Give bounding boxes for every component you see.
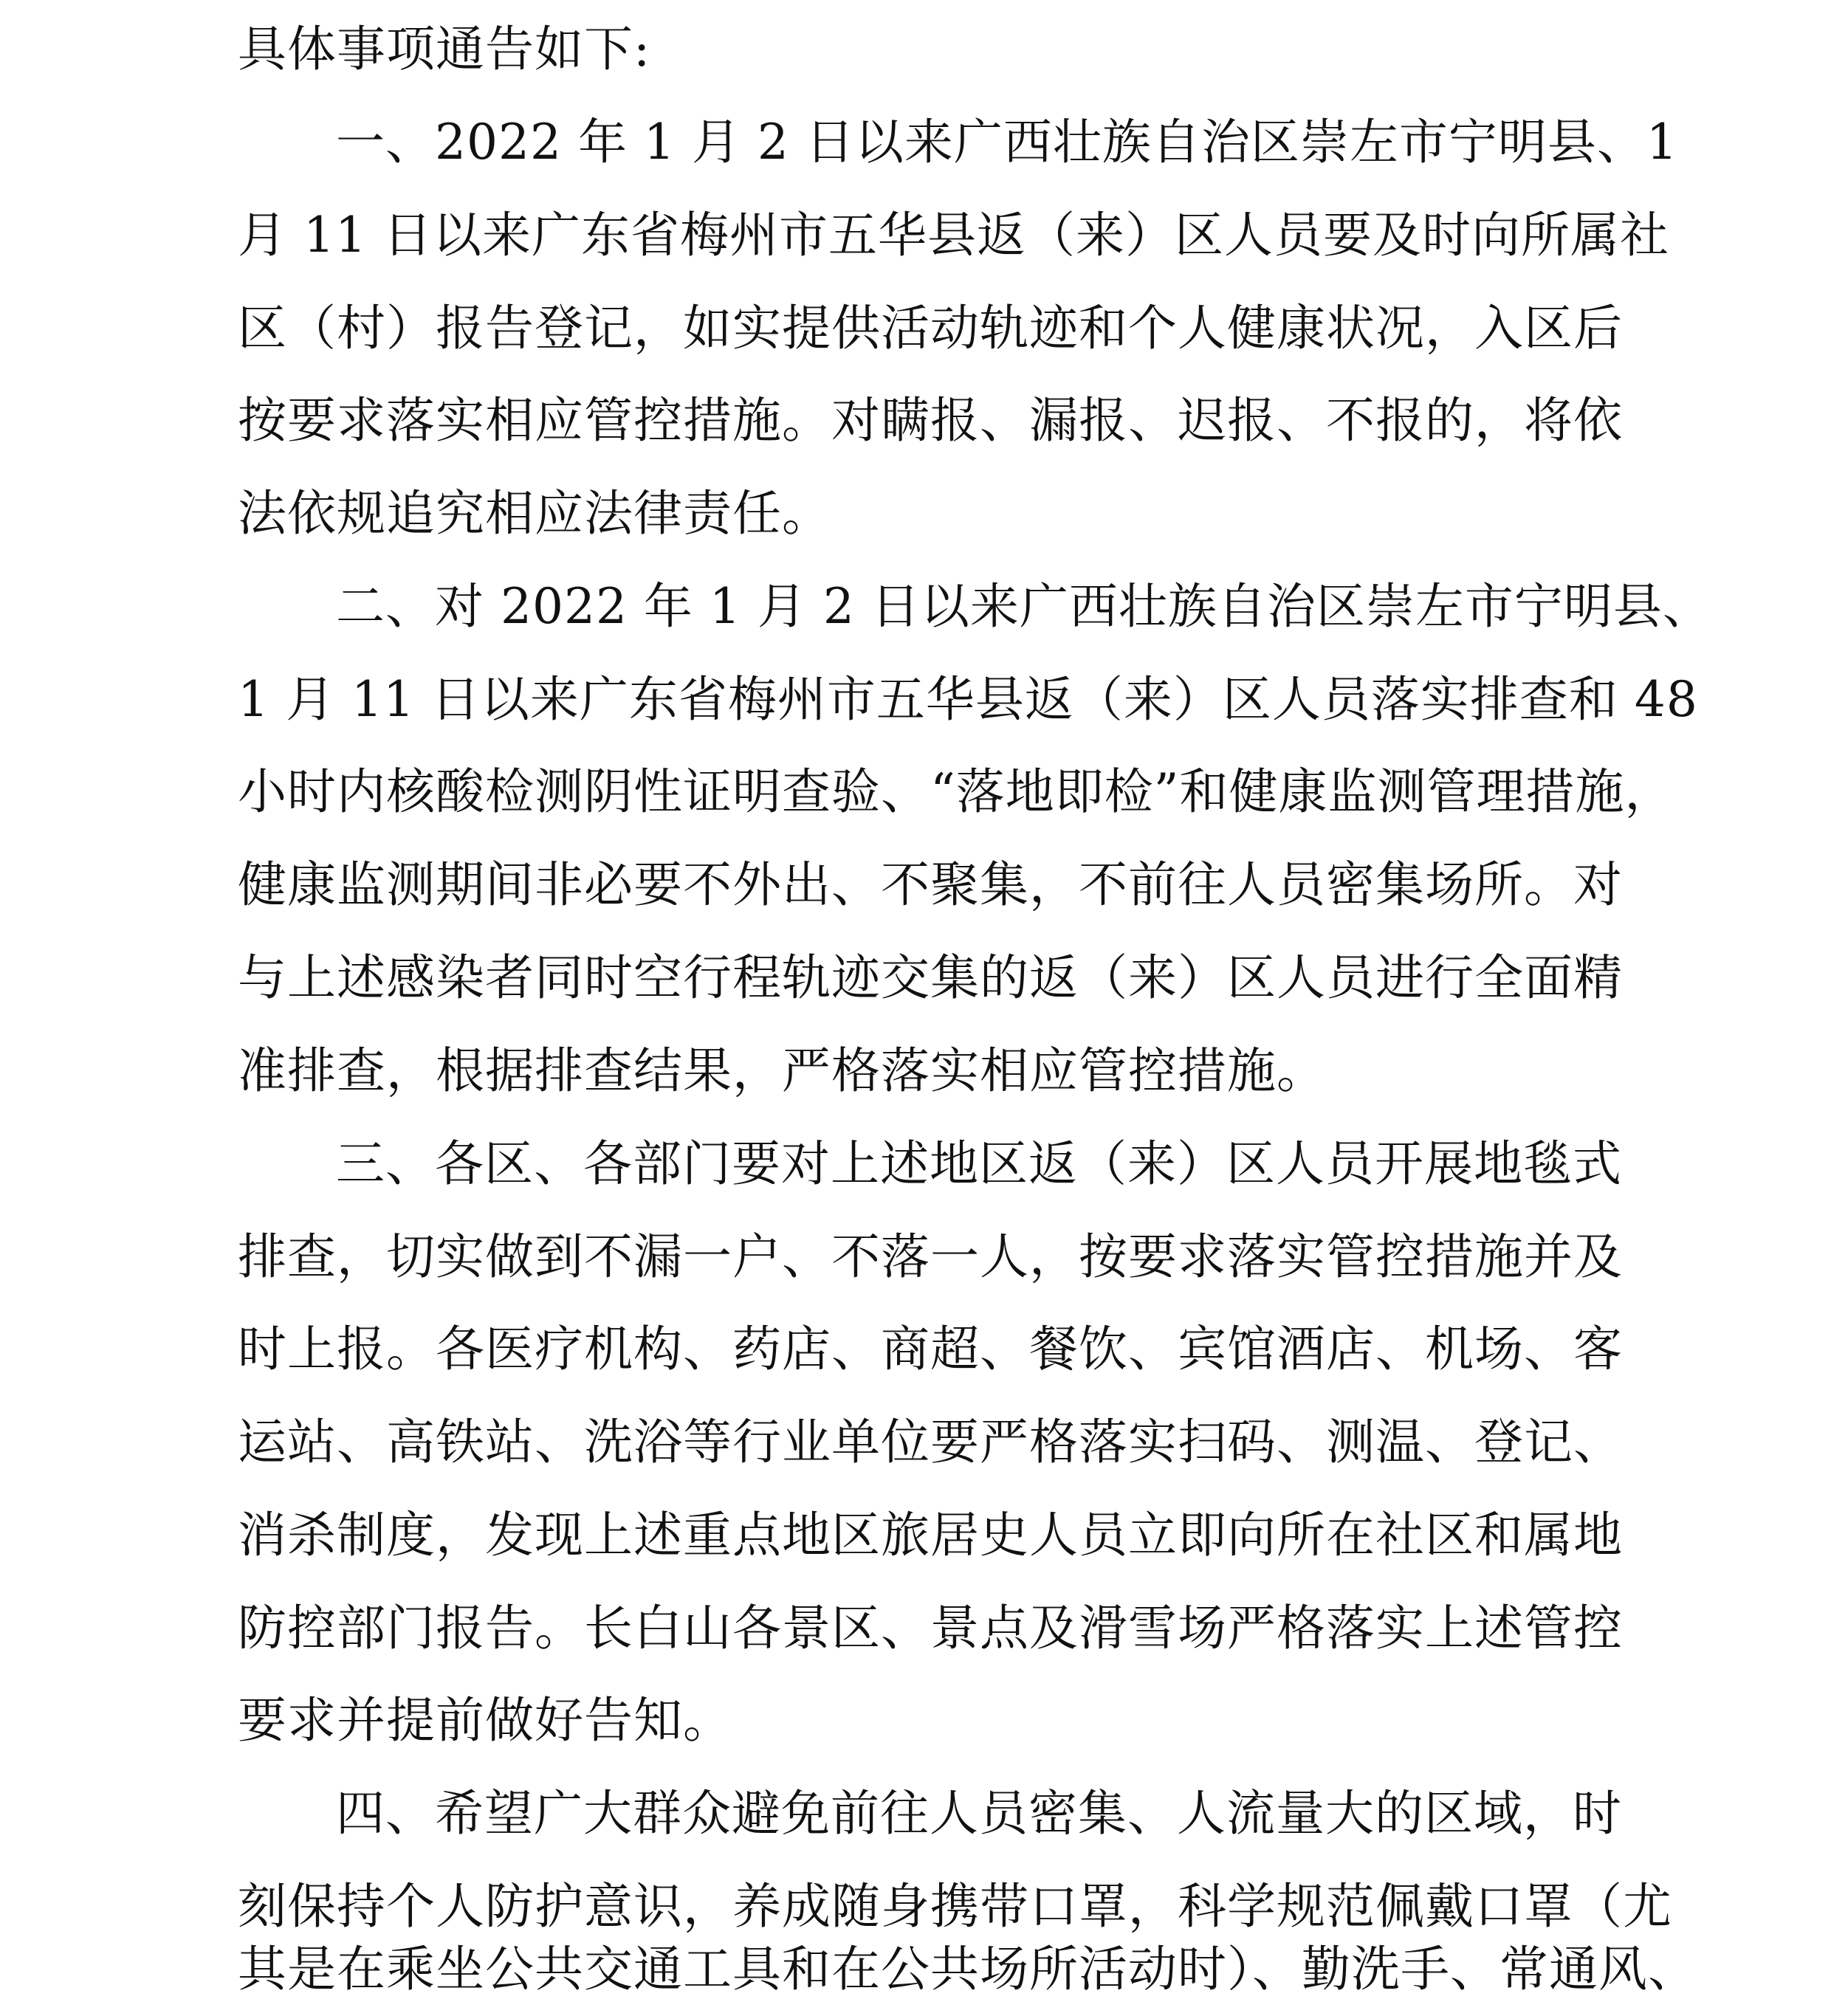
paragraph-3-line-1: 三、各区、各部门要对上述地区返（来）区人员开展地毯式 (336, 1135, 1622, 1192)
paragraph-1-line-5: 法依规追究相应法律责任。 (238, 485, 831, 542)
paragraph-3-line-5: 消杀制度，发现上述重点地区旅居史人员立即向所在社区和属地 (238, 1507, 1623, 1563)
paragraph-3-line-3: 时上报。各医疗机构、药店、商超、餐饮、宾馆酒店、机场、客 (238, 1321, 1623, 1377)
paragraph-2-line-3: 小时内核酸检测阴性证明查验、“落地即检”和健康监测管理措施， (238, 763, 1674, 820)
paragraph-2-line-6: 准排查，根据排查结果，严格落实相应管控措施。 (238, 1042, 1326, 1099)
paragraph-1-line-2: 月 11 日以来广东省梅州市五华县返（来）区人员要及时向所属社 (238, 207, 1669, 264)
paragraph-3-line-6: 防控部门报告。长白山各景区、景点及滑雪场严格落实上述管控 (238, 1600, 1623, 1657)
paragraph-4-line-3: 其是在乘坐公共交通工具和在公共场所活动时）、勤洗手、常通风、 (238, 1941, 1697, 1998)
text-line-intro: 具体事项通告如下: (238, 21, 651, 78)
paragraph-3-line-4: 运站、高铁站、洗浴等行业单位要严格落实扫码、测温、登记、 (238, 1414, 1623, 1470)
paragraph-2-line-2: 1 月 11 日以来广东省梅州市五华县返（来）区人员落实排查和 48 (238, 671, 1698, 728)
paragraph-4-line-1: 四、希望广大群众避免前往人员密集、人流量大的区域，时 (336, 1785, 1622, 1842)
paragraph-3-line-2: 排查，切实做到不漏一户、不落一人，按要求落实管控措施并及 (238, 1228, 1623, 1285)
paragraph-1-line-4: 按要求落实相应管控措施。对瞒报、漏报、迟报、不报的，将依 (238, 392, 1623, 449)
paragraph-3-line-7: 要求并提前做好告知。 (238, 1692, 732, 1749)
paragraph-4-line-2: 刻保持个人防护意识，养成随身携带口罩，科学规范佩戴口罩（尤 (238, 1878, 1672, 1935)
paragraph-2-line-4: 健康监测期间非必要不外出、不聚集，不前往人员密集场所。对 (238, 856, 1623, 913)
paragraph-2-line-1: 二、对 2022 年 1 月 2 日以来广西壮族自治区崇左市宁明县、 (336, 578, 1712, 635)
paragraph-2-line-5: 与上述感染者同时空行程轨迹交集的返（来）区人员进行全面精 (238, 949, 1623, 1006)
paragraph-1-line-3: 区（村）报告登记，如实提供活动轨迹和个人健康状况，入区后 (238, 300, 1623, 357)
paragraph-1-line-1: 一、2022 年 1 月 2 日以来广西壮族自治区崇左市宁明县、1 (336, 114, 1678, 171)
